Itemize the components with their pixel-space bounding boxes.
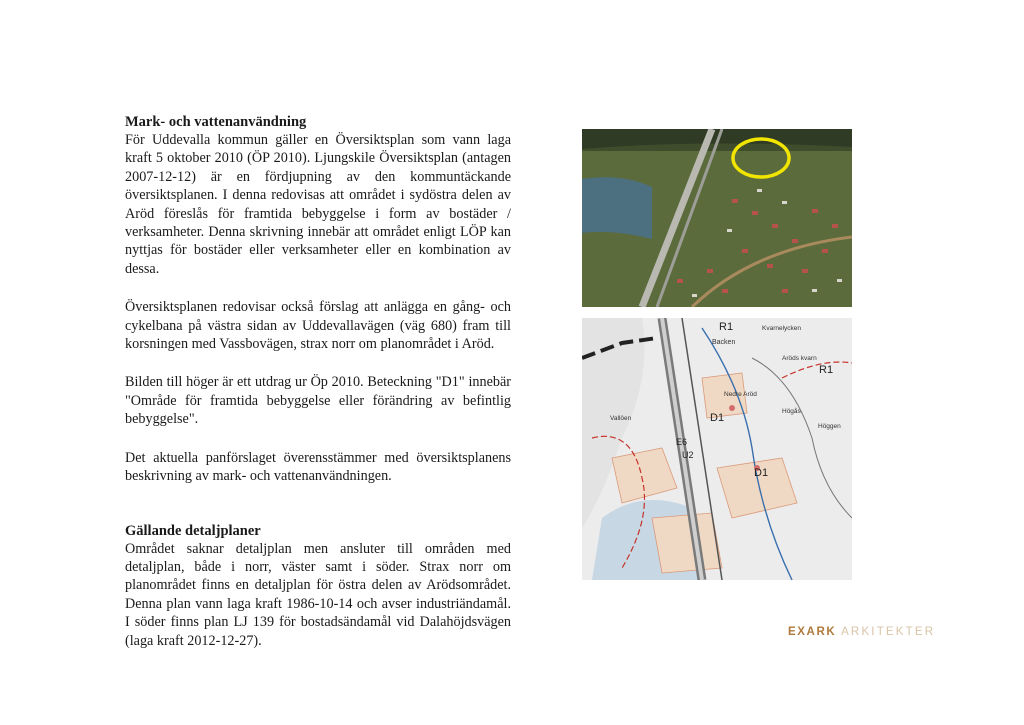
text-column [125,113,511,650]
map-label-r1-right: R1 [819,364,834,376]
paragraph-image-reference: Bilden till höger är ett utdrag ur Öp 2010. Beteckning "D1" innebär "Område för framtida bebyggelse eller förändring av befintlig bebyggelse". [125,374,511,428]
map-label-d1-lower: D1 [754,467,769,479]
map-label-kvarnelycken: Kvarnelycken [762,325,802,332]
map-label-r1-top: R1 [719,321,734,333]
paragraph-cycle-path: Översiktsplanen redovisar också förslag att anlägga en gång- och cykelbana på västra sidan av Uddevallavägen (väg 680) fram till korsningen med Vassbovägen, strax norr om planområdet i Aröd. [125,299,511,353]
aerial-photo [582,129,852,307]
map-label-e6: E6 [676,437,688,447]
brand-subtitle: ARKITEKTER [841,626,936,638]
paragraph-overview-plan: För Uddevalla kommun gäller en Översiktsplan som vann laga kraft 5 oktober 2010 (ÖP 2010). Ljungskile Översiktsplan (antagen 2007-12-12) är en fördjupning av den kommuntäckande översiktsplanen. I denna redovisas att området i sydöstra delen av Aröd föreslås för framtida bebyggelse i form av bostäder / verksamheter. Denna skrivning innebär att området enligt LÖP kan nyttjas för bostäder eller verksamheter eller en kombination av dessa. [125,132,511,277]
brand-name: EXARK [788,626,837,638]
section-heading-land-water-use: Mark- och vattenanvändning [125,114,307,130]
section-heading-detail-plans: Gällande detaljplaner [125,522,261,539]
map-label-u2: U2 [682,450,694,460]
map-label-backen: Backen [712,339,736,346]
overview-plan-map [582,318,852,580]
map-label-hogas: Högås [782,408,801,415]
map-label-d1-center: D1 [710,412,725,424]
map-label-valloen: Vallöen [610,415,632,422]
paragraph-plan-conformity: Det aktuella panförslaget överensstämmer med översiktsplanens beskrivning av mark- och vattenanvändningen. [125,449,511,485]
map-label-arods-kvarn: Aröds kvarn [782,355,817,362]
map-label-nedre-arod: Nedre Aröd [724,391,757,398]
map-label-hoggen: Höggen [818,423,841,430]
paragraph-detail-plans: Området saknar detaljplan men ansluter till områden med detaljplan, både i norr, väster samt i söder. Strax norr om planområdet finns en detaljplan för östra delen av Arödsområdet. Denna plan vann laga kraft 1986-10-14 och avser industriändamål. I söder finns plan LJ 139 för bostadsändamål vid Dalahöjdsvägen (laga kraft 2012-12-27). [125,540,511,649]
footer-brand [788,626,935,638]
